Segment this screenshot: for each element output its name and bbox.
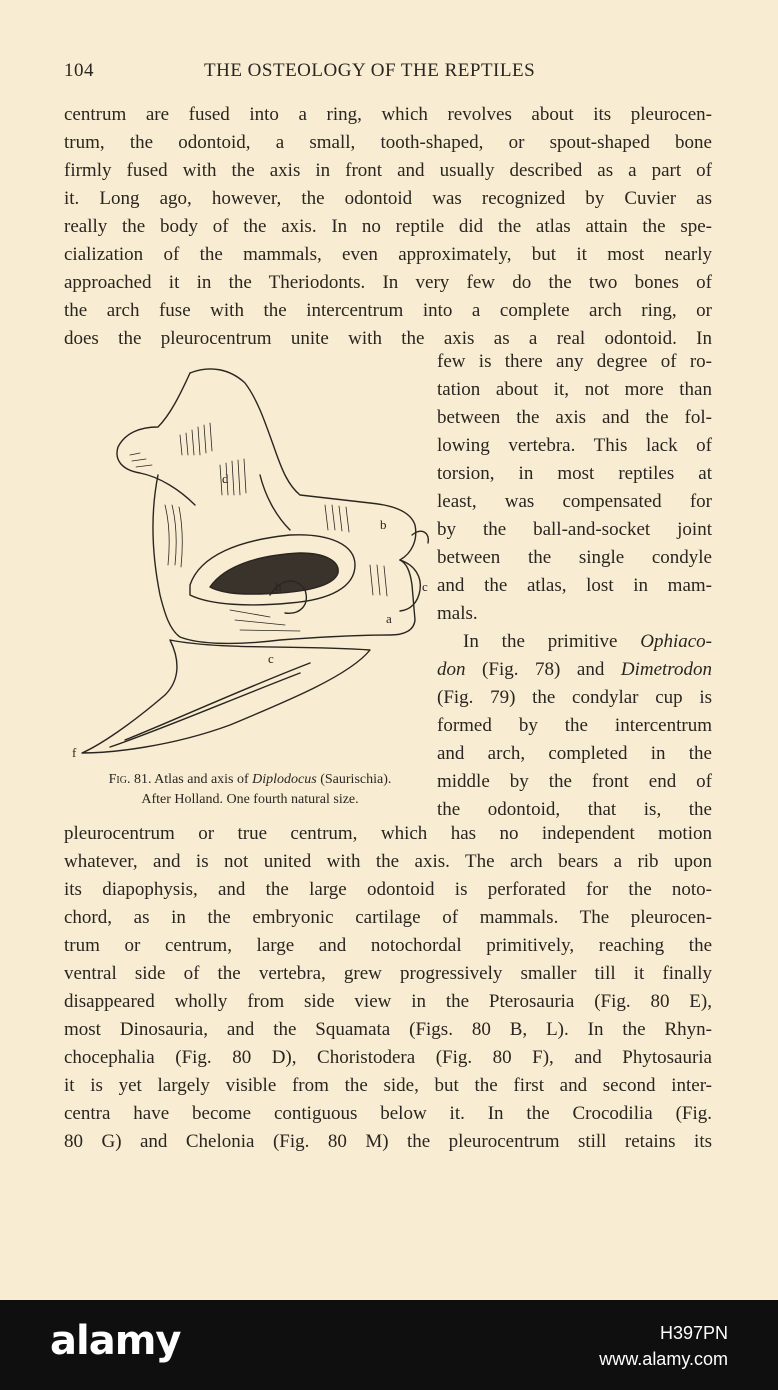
running-header: [64, 60, 714, 86]
text-line: whatever, and is not united with the axis. The arch bears a rib upon: [64, 851, 712, 872]
label-f: f: [72, 745, 77, 760]
text-line: cialization of the mammals, even approximately, but it most nearly: [64, 244, 712, 265]
figure-81-illustration: [70, 355, 432, 775]
text-line: lowing vertebra. This lack of: [437, 435, 712, 456]
text-line: least, was compensated for: [437, 491, 712, 512]
rib-line: [110, 673, 300, 747]
text-line: and the atlas, lost in mam-: [437, 575, 712, 596]
label-d: d: [222, 471, 229, 486]
text-line: 80 G) and Chelonia (Fig. 80 M) the pleurocentrum still retains its: [64, 1131, 712, 1152]
text-line: the arch fuse with the intercentrum into a complete arch ring, or: [64, 300, 712, 321]
text-line: disappeared wholly from side view in the Pterosauria (Fig. 80 E),: [64, 991, 712, 1012]
text-line: middle by the front end of: [437, 771, 712, 792]
text-line: its diapophysis, and the large odontoid is perforated for the noto-: [64, 879, 712, 900]
label-c2: c: [268, 651, 274, 666]
text-line: it is yet largely visible from the side, but the first and second inter-: [64, 1075, 712, 1096]
image-id: H397PN: [659, 1323, 728, 1343]
label-b: b: [380, 517, 387, 532]
text-line: ventral side of the vertebra, grew progressively smaller till it finally: [64, 963, 712, 984]
page-number: 104: [64, 60, 94, 81]
bottom-paragraph: [64, 820, 712, 1156]
text-line: and arch, completed in the: [437, 743, 712, 764]
stock-footer-bar: [0, 1300, 778, 1390]
text-line: centrum are fused into a ring, which revolves about its pleurocen-: [64, 104, 712, 125]
text-line: approached it in the Theriodonts. In very few do the two bones of: [64, 272, 712, 293]
condyle-outline: [400, 560, 420, 611]
text-line: pleurocentrum or true centrum, which has no independent motion: [64, 823, 712, 844]
side-column: [437, 348, 712, 824]
text-line: trum or centrum, large and notochordal primitively, reaching the: [64, 935, 712, 956]
text-line: firmly fused with the axis in front and usually described as a part of: [64, 160, 712, 181]
label-c: c: [422, 579, 428, 594]
arch-ridge: [260, 475, 290, 530]
text-line: torsion, in most reptiles at: [437, 463, 712, 484]
image-id-block: [599, 1320, 728, 1372]
rib-line: [125, 663, 310, 740]
text-line: tation about it, not more than: [437, 379, 712, 400]
text-line: by the ball-and-socket joint: [437, 519, 712, 540]
text-line: formed by the intercentrum: [437, 715, 712, 736]
alamy-logo: alamy: [50, 1318, 181, 1364]
text-line: centra have become contiguous below it. In the Crocodilia (Fig.: [64, 1103, 712, 1124]
text-line: between the single condyle: [437, 547, 712, 568]
text-line: don (Fig. 78) and Dimetrodon: [437, 659, 712, 680]
top-paragraph: [64, 101, 712, 353]
text-line: the odontoid, that is, the: [437, 799, 712, 820]
running-title: THE OSTEOLOGY OF THE REPTILES: [204, 60, 536, 81]
text-line: chocephalia (Fig. 80 D), Choristodera (Fig. 80 F), and Phytosauria: [64, 1047, 712, 1068]
label-h: h: [275, 579, 282, 594]
figure-caption: Fig. 81. Atlas and axis of Diplodocus (Saurischia). After Holland. One fourth natural size.: [108, 772, 392, 807]
text-line: really the body of the axis. In no reptile did the atlas attain the spe-: [64, 216, 712, 237]
label-a: a: [386, 611, 392, 626]
text-line: (Fig. 79) the condylar cup is: [437, 687, 712, 708]
text-line: In the primitive Ophiaco-: [463, 631, 712, 652]
text-line: trum, the odontoid, a small, tooth-shaped, or spout-shaped bone: [64, 132, 712, 153]
text-line: most Dinosauria, and the Squamata (Figs. 80 B, L). In the Rhyn-: [64, 1019, 712, 1040]
text-line: does the pleurocentrum unite with the axis as a real odontoid. In: [64, 328, 712, 349]
text-line: chord, as in the embryonic cartilage of mammals. The pleurocen-: [64, 907, 712, 928]
text-line: it. Long ago, however, the odontoid was recognized by Cuvier as: [64, 188, 712, 209]
text-line: between the axis and the fol-: [437, 407, 712, 428]
text-line: mals.: [437, 603, 478, 624]
rib-outline: [82, 640, 370, 753]
text-line: few is there any degree of ro-: [437, 351, 712, 372]
site-url: www.alamy.com: [599, 1349, 728, 1369]
